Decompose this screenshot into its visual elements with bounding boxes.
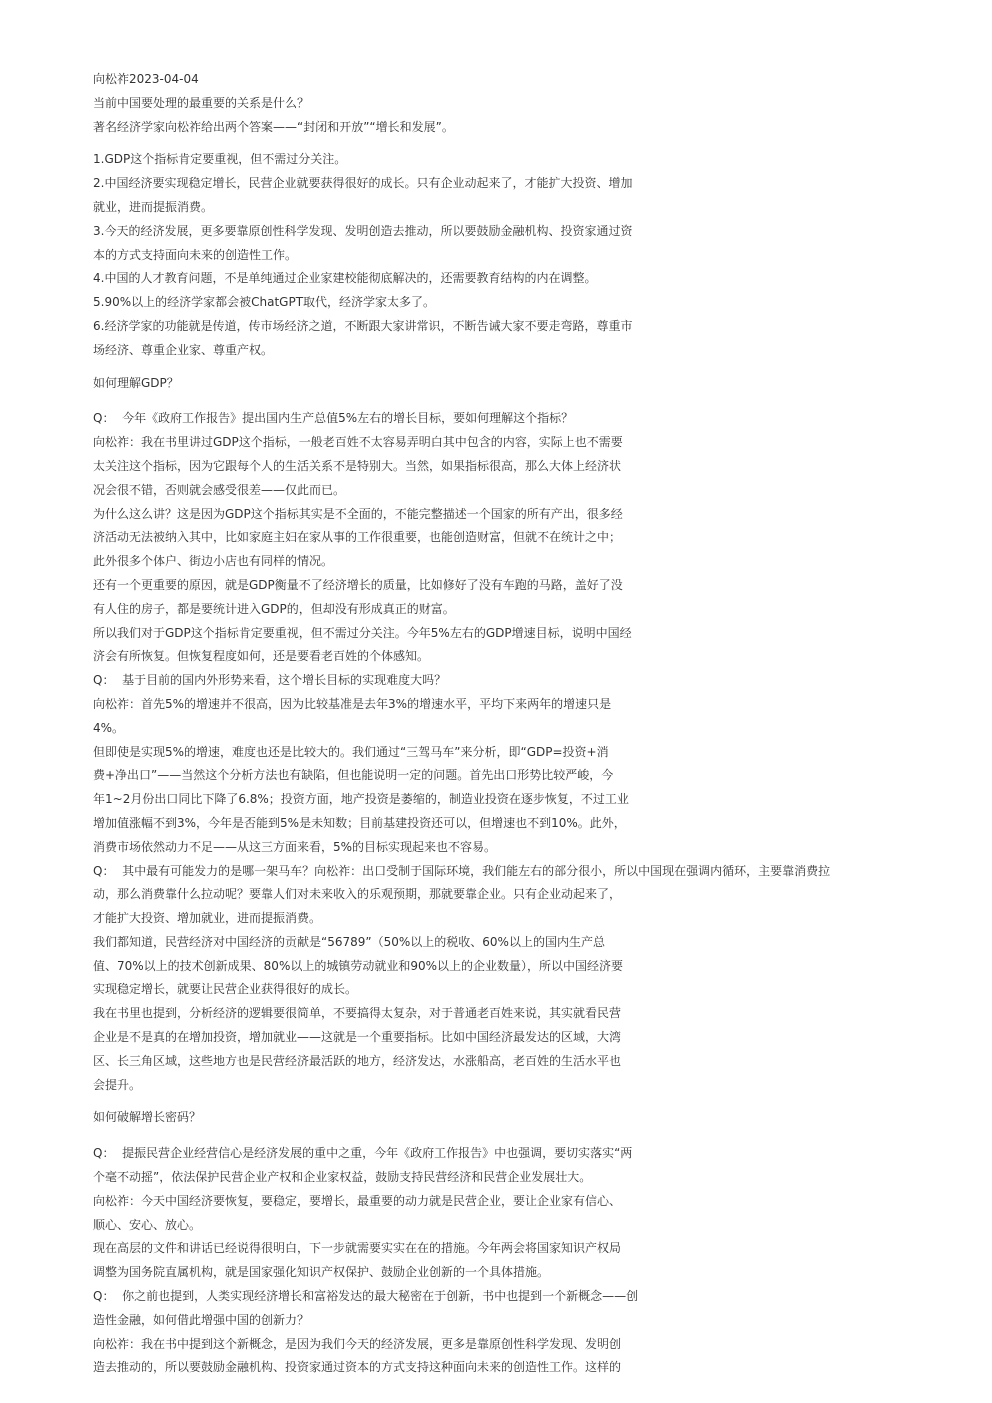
article — [93, 68, 905, 1380]
body-line: 况会很不错，否则就会感受很差——仅此而已。 — [93, 482, 346, 497]
article-header — [93, 68, 905, 139]
body-line: 个毫不动摇”，依法保护民营企业产权和企业家权益，鼓励支持民营经济和民营企业发展壮大。 — [93, 1170, 592, 1185]
body-line: 实现稳定增长，就要让民营企业获得很好的成长。 — [93, 982, 358, 997]
body-line: 所以我们对于GDP这个指标肯定要重视，但不需过分关注。今年5%左右的GDP增速目标，说明中国经 — [93, 625, 632, 640]
body-line: 4%。 — [93, 720, 125, 735]
point-line: 1.GDP这个指标肯定要重视，但不需过分关注。 — [93, 152, 347, 167]
lead-question: 当前中国要处理的最重要的关系是什么？ — [93, 95, 310, 110]
body-line: 企业是不是真的在增加投资，增加就业——这就是一个重要指标。比如中国经济最发达的区域，大湾 — [93, 1030, 622, 1045]
point-line: 4.中国的人才教育问题，不是单纯通过企业家建校能彻底解决的，还需要教育结构的内在调整。 — [93, 271, 597, 286]
body-line: 有人住的房子，都是要统计进入GDP的，但却没有形成真正的财富。 — [93, 601, 455, 616]
point-line: 2.中国经济要实现稳定增长，民营企业就要获得很好的成长。只有企业动起来了，才能扩大投资、增加 — [93, 176, 633, 191]
body-line: 费+净出口”——当然这个分析方法也有缺陷，但也能说明一定的问题。首先出口形势比较严峻，今 — [93, 768, 614, 783]
body-line: 济会有所恢复。但恢复程度如何，还是要看老百姓的个体感知。 — [93, 649, 430, 664]
body-line: 济活动无法被纳入其中，比如家庭主妇在家从事的工作很重要，也能创造财富，但就不在统计之中； — [93, 530, 622, 545]
section-heading-growth: 如何破解增长密码？ — [93, 1110, 202, 1125]
body-line: 值、70%以上的技术创新成果、80%以上的城镇劳动就业和90%以上的企业数量），所以中国经济要 — [93, 958, 624, 973]
body-line: Q： 你之前也提到，人类实现经济增长和富裕发达的最大秘密在于创新，书中也提到一个新概念——创 — [93, 1289, 639, 1304]
body-line: Q： 提振民营企业经营信心是经济发展的重中之重，今年《政府工作报告》中也强调，要切实落实“两 — [93, 1146, 633, 1161]
body-line: 还有一个更重要的原因，就是GDP衡量不了经济增长的质量，比如修好了没有车跑的马路，盖好了没 — [93, 577, 623, 592]
lead-answer: 著名经济学家向松祚给出两个答案——“封闭和开放”“增长和发展”。 — [93, 119, 454, 134]
body-line: 向松祚：我在书里讲过GDP这个指标，一般老百姓不太容易弄明白其中包含的内容，实际上也不需要 — [93, 435, 623, 450]
body-line: 造去推动的，所以要鼓励金融机构、投资家通过资本的方式支持这种面向未来的创造性工作。这样的 — [93, 1360, 622, 1375]
body-line: 太关注这个指标，因为它跟每个人的生活关系不是特别大。当然，如果指标很高，那么大体上经济状 — [93, 458, 622, 473]
point-line: 场经济、尊重企业家、尊重产权。 — [93, 342, 274, 357]
body-line: 才能扩大投资、增加就业，进而提振消费。 — [93, 911, 322, 926]
body-line: 向松祚：今天中国经济要恢复，要稳定，要增长，最重要的动力就是民营企业，要让企业家有信心、 — [93, 1193, 622, 1208]
section-heading-gdp: 如何理解GDP？ — [93, 375, 179, 390]
body-line: 但即使是实现5%的增速，难度也还是比较大的。我们通过“三驾马车”来分析，即“GDP=投资+消 — [93, 744, 609, 759]
body-line: 为什么这么讲？这是因为GDP这个指标其实是不全面的，不能完整描述一个国家的所有产出，很多经 — [93, 506, 623, 521]
body-line: 区、长三角区域，这些地方也是民营经济最活跃的地方，经济发达，水涨船高，老百姓的生活水平也 — [93, 1053, 622, 1068]
body-line: 顺心、安心、放心。 — [93, 1217, 202, 1232]
point-line: 就业，进而提振消费。 — [93, 199, 214, 214]
body-line: 向松祚：首先5%的增速并不很高，因为比较基准是去年3%的增速水平，平均下来两年的增速只是 — [93, 696, 612, 711]
author-date: 向松祚2023-04-04 — [93, 72, 199, 86]
point-line: 本的方式支持面向未来的创造性工作。 — [93, 247, 298, 262]
body-line: 我在书里也提到，分析经济的逻辑要很简单，不要搞得太复杂，对于普通老百姓来说，其实就看民营 — [93, 1006, 622, 1021]
section-growth-body — [93, 1142, 905, 1380]
body-line: 造性金融，如何借此增强中国的创新力？ — [93, 1312, 310, 1327]
point-line: 6.经济学家的功能就是传道，传市场经济之道，不断跟大家讲常识，不断告诫大家不要走弯路，尊重市 — [93, 318, 633, 333]
section-gdp-body — [93, 407, 905, 1097]
body-line: 年1~2月份出口同比下降了6.8%；投资方面，地产投资是萎缩的，制造业投资在逐步恢复，不过工业 — [93, 792, 629, 807]
key-points — [93, 148, 905, 362]
body-line: 调整为国务院直属机构，就是国家强化知识产权保护、鼓励企业创新的一个具体措施。 — [93, 1265, 550, 1280]
body-line: 增加值涨幅不到3%，今年是否能到5%是未知数；目前基建投资还可以，但增速也不到10%。此外， — [93, 815, 626, 830]
body-line: 消费市场依然动力不足——从这三方面来看，5%的目标实现起来也不容易。 — [93, 839, 497, 854]
body-line: Q： 今年《政府工作报告》提出国内生产总值5%左右的增长目标，要如何理解这个指标？ — [93, 411, 574, 426]
point-line: 5.90%以上的经济学家都会被ChatGPT取代，经济学家太多了。 — [93, 295, 436, 310]
body-line: 向松祚：我在书中提到这个新概念，是因为我们今天的经济发展，更多是靠原创性科学发现、发明创 — [93, 1336, 622, 1351]
point-line: 3.今天的经济发展，更多要靠原创性科学发现、发明创造去推动，所以要鼓励金融机构、投资家通过资 — [93, 223, 633, 238]
body-line: 动，那么消费靠什么拉动呢？要靠人们对未来收入的乐观预期，那就要靠企业。只有企业动起来了， — [93, 887, 622, 902]
body-line: 现在高层的文件和讲话已经说得很明白，下一步就需要实实在在的措施。今年两会将国家知识产权局 — [93, 1241, 622, 1256]
body-line: Q： 基于目前的国内外形势来看，这个增长目标的实现难度大吗？ — [93, 673, 447, 688]
body-line: 我们都知道，民营经济对中国经济的贡献是“56789”（50%以上的税收、60%以上的国内生产总 — [93, 934, 605, 949]
body-line: 会提升。 — [93, 1077, 142, 1092]
body-line: 此外很多个体户、街边小店也有同样的情况。 — [93, 554, 334, 569]
body-line: Q： 其中最有可能发力的是哪一架马车？向松祚：出口受制于国际环境，我们能左右的部分很小，所以中国现在强调内循环，主要靠消费拉 — [93, 863, 831, 878]
